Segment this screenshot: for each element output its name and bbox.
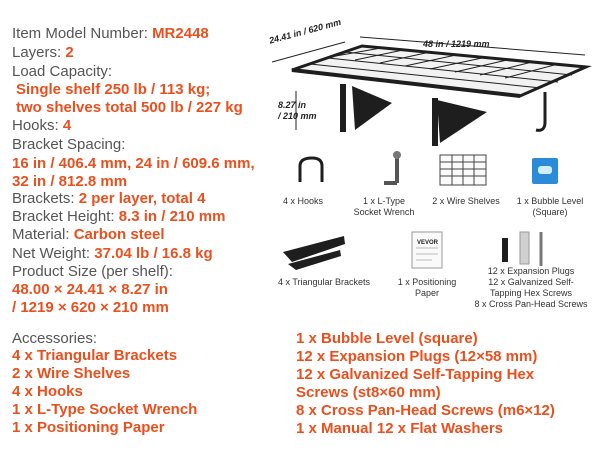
caption-level: 1 x Bubble Level (Square) [516, 196, 584, 217]
accessory-left-item: 1 x Positioning Paper [12, 419, 165, 436]
caption-paper: 1 x Positioning Paper [397, 277, 457, 298]
material-label: Material: [12, 226, 70, 243]
spacing-label: Bracket Spacing: [12, 136, 126, 153]
accessory-left-item: 1 x L-Type Socket Wrench [12, 401, 198, 418]
accessory-right-item: 12 x Expansion Plugs (12×58 mm) [296, 348, 538, 365]
model-label: Item Model Number: [12, 25, 148, 42]
depth-dimension: 24.41 in / 620 mm [268, 16, 343, 46]
brackets-value: 2 per layer, total 4 [78, 190, 206, 207]
load-line-2: two shelves total 500 lb / 227 kg [16, 99, 243, 116]
hooks-label: Hooks: [12, 117, 59, 134]
hook-part-icon [300, 158, 322, 182]
hooks-value: 4 [62, 117, 72, 134]
weight-label: Net Weight: [12, 245, 91, 262]
screws-icon [502, 232, 541, 266]
height-dimension-a: 8.27 in [278, 100, 307, 110]
spacing-line-2: 32 in / 812.8 mm [12, 173, 128, 190]
accessory-right-item: 8 x Cross Pan-Head Screws (m6×12) [296, 402, 555, 419]
spacing-line-1: 16 in / 406.4 mm, 24 in / 609.6 mm, [12, 155, 255, 172]
layers-value: 2 [65, 44, 74, 61]
brackets-label: Brackets: [12, 190, 75, 207]
size-label: Product Size (per shelf): [12, 263, 173, 280]
load-line-1: Single shelf 250 lb / 113 kg; [16, 81, 211, 98]
width-dimension: 48 in / 1219 mm [423, 39, 490, 49]
wire-shelf-icon [292, 46, 586, 146]
accessory-left-item: 4 x Hooks [12, 383, 83, 400]
caption-hooks: 4 x Hooks [282, 196, 324, 206]
caption-screws: 12 x Expansion Plugs 12 x Galvanized Self- Tapping Hex Screws 8 x Cross Pan-Head Screws [474, 266, 588, 309]
size-line-1: 48.00 × 24.41 × 8.27 in [12, 281, 168, 298]
caption-shelves: 2 x Wire Shelves [432, 196, 500, 206]
accessory-left-item: 2 x Wire Shelves [12, 365, 131, 382]
bubble-level-icon [532, 158, 558, 184]
height-label: Bracket Height: [12, 208, 115, 225]
material-value: Carbon steel [73, 226, 165, 243]
wire-shelves-icon [440, 155, 486, 185]
weight-value: 37.04 lb / 16.8 kg [94, 245, 213, 262]
height-dimension-b: / 210 mm [278, 111, 317, 121]
layers-label: Layers: [12, 44, 62, 61]
accessory-right-item: 1 x Manual 12 x Flat Washers [296, 420, 504, 437]
accessories-title: Accessories: [12, 330, 98, 347]
accessory-right-item: 12 x Galvanized Self-Tapping Hex [296, 366, 535, 383]
accessory-right-item: Screws (st8×60 mm) [296, 384, 441, 401]
triangular-brackets-icon [283, 236, 345, 270]
load-label: Load Capacity: [12, 63, 113, 80]
model-value: MR2448 [152, 25, 209, 42]
size-line-2: / 1219 × 620 × 210 mm [12, 299, 169, 316]
caption-brackets: 4 x Triangular Brackets [277, 277, 371, 287]
socket-wrench-icon [384, 151, 401, 183]
caption-wrench: 1 x L-Type Socket Wrench [353, 196, 415, 217]
accessory-left-item: 4 x Triangular Brackets [12, 347, 178, 364]
accessory-right-item: 1 x Bubble Level (square) [296, 330, 478, 347]
height-value: 8.3 in / 210 mm [118, 208, 226, 225]
paper-brand: VEVOR [417, 240, 439, 246]
